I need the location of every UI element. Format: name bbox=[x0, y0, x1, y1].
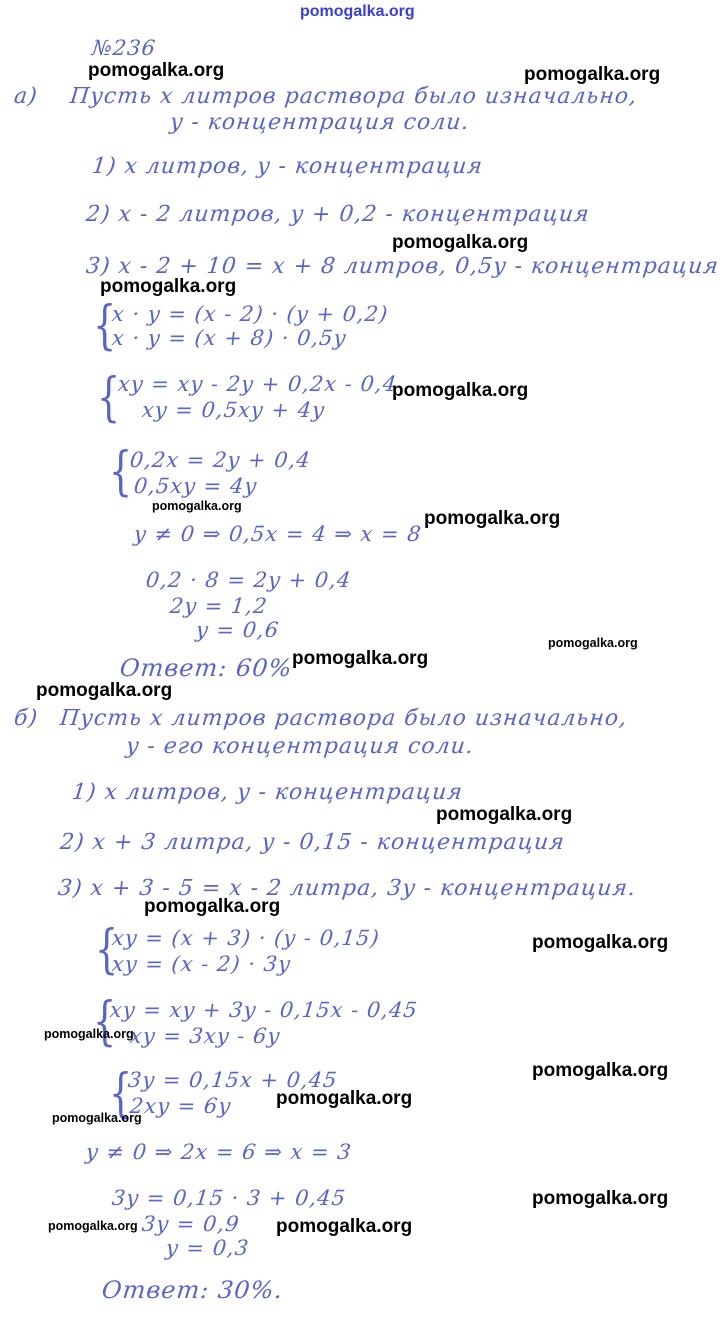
header-site-link[interactable]: pomogalka.org bbox=[300, 3, 415, 20]
watermark: pomogalka.org bbox=[392, 380, 529, 401]
part-a-step1: 1) x литров, y - концентрация bbox=[90, 154, 485, 179]
part-b-sys2-eq2: xy = 3xy - 6y bbox=[128, 1024, 282, 1048]
part-b-step1: 1) x литров, y - концентрация bbox=[70, 780, 465, 805]
part-a-calc3: y = 0,6 bbox=[194, 618, 281, 642]
part-a-sys1-eq2: x · y = (x + 8) · 0,5y bbox=[110, 326, 348, 350]
part-a-system3-brace: { bbox=[108, 442, 133, 502]
part-a-system1-brace: { bbox=[92, 296, 117, 356]
part-a-step3: 3) x - 2 + 10 = x + 8 литров, 0,5y - концентрация bbox=[84, 254, 721, 279]
watermark: pomogalka.org bbox=[152, 499, 242, 513]
part-a-sys3-eq2: 0,5xy = 4y bbox=[132, 474, 259, 498]
part-b-sys3-eq1: 3y = 0,15x + 0,45 bbox=[126, 1068, 339, 1092]
part-b-sys1-eq1: xy = (x + 3) · (y - 0,15) bbox=[110, 926, 381, 950]
part-b-intro-line1: Пусть x литров раствора было изначально, bbox=[58, 706, 629, 731]
part-a-sys2-eq2: xy = 0,5xy + 4y bbox=[140, 398, 327, 422]
watermark: pomogalka.org bbox=[276, 1088, 413, 1109]
part-a-sys3-eq1: 0,2x = 2y + 0,4 bbox=[128, 448, 313, 472]
part-a-sys1-eq1: x · y = (x - 2) · (y + 0,2) bbox=[110, 302, 390, 326]
part-a-calc2: 2y = 1,2 bbox=[168, 594, 269, 618]
watermark: pomogalka.org bbox=[144, 896, 281, 917]
part-a-intro-line2: y - концентрация соли. bbox=[168, 110, 471, 135]
watermark: pomogalka.org bbox=[424, 508, 561, 529]
part-b-deduction: y ≠ 0 ⇒ 2x = 6 ⇒ x = 3 bbox=[84, 1140, 353, 1164]
watermark: pomogalka.org bbox=[532, 1060, 669, 1081]
watermark: pomogalka.org bbox=[292, 648, 429, 669]
watermark: pomogalka.org bbox=[392, 232, 529, 253]
part-b-calc2: 3y = 0,9 bbox=[140, 1212, 241, 1236]
part-a-answer: Ответ: 60% bbox=[118, 654, 294, 682]
part-b-sys1-eq2: xy = (x - 2) · 3y bbox=[110, 952, 293, 976]
problem-number: №236 bbox=[90, 36, 158, 60]
part-b-system3-brace: { bbox=[108, 1064, 133, 1124]
part-b-system1-brace: { bbox=[94, 920, 119, 980]
part-b-system2-brace: { bbox=[92, 992, 117, 1052]
watermark: pomogalka.org bbox=[532, 932, 669, 953]
part-b-intro-line2: y - его концентрация соли. bbox=[124, 734, 476, 759]
watermark: pomogalka.org bbox=[548, 636, 638, 650]
watermark: pomogalka.org bbox=[52, 1111, 142, 1125]
watermark: pomogalka.org bbox=[524, 64, 661, 85]
part-a-step2: 2) x - 2 литров, y + 0,2 - концентрация bbox=[84, 202, 592, 227]
part-a-intro-line1: Пусть x литров раствора было изначально, bbox=[68, 84, 639, 109]
part-b-sys2-eq1: xy = xy + 3y - 0,15x - 0,45 bbox=[108, 998, 420, 1022]
part-b-step3: 3) x + 3 - 5 = x - 2 литра, 3y - концентрация. bbox=[56, 876, 638, 901]
part-a-system2-brace: { bbox=[96, 368, 121, 428]
watermark: pomogalka.org bbox=[44, 1027, 134, 1041]
watermark: pomogalka.org bbox=[276, 1216, 413, 1237]
part-a-sys2-eq1: xy = xy - 2y + 0,2x - 0,4 bbox=[116, 372, 399, 396]
watermark: pomogalka.org bbox=[36, 680, 173, 701]
watermark: pomogalka.org bbox=[436, 804, 573, 825]
part-b-answer: Ответ: 30%. bbox=[100, 1276, 285, 1304]
part-b-calc3: y = 0,3 bbox=[164, 1236, 251, 1260]
part-a-label: а) bbox=[12, 84, 40, 109]
part-a-calc1: 0,2 · 8 = 2y + 0,4 bbox=[144, 568, 353, 592]
part-b-calc1: 3y = 0,15 · 3 + 0,45 bbox=[110, 1186, 348, 1210]
watermark: pomogalka.org bbox=[532, 1188, 669, 1209]
part-b-label: б) bbox=[12, 706, 40, 731]
part-b-sys3-eq2: 2xy = 6y bbox=[128, 1094, 233, 1118]
watermark: pomogalka.org bbox=[100, 276, 237, 297]
watermark: pomogalka.org bbox=[88, 60, 225, 81]
part-b-step2: 2) x + 3 литра, y - 0,15 - концентрация bbox=[58, 830, 567, 855]
watermark: pomogalka.org bbox=[48, 1219, 138, 1233]
part-a-deduction: y ≠ 0 ⇒ 0,5x = 4 ⇒ x = 8 bbox=[132, 522, 424, 546]
